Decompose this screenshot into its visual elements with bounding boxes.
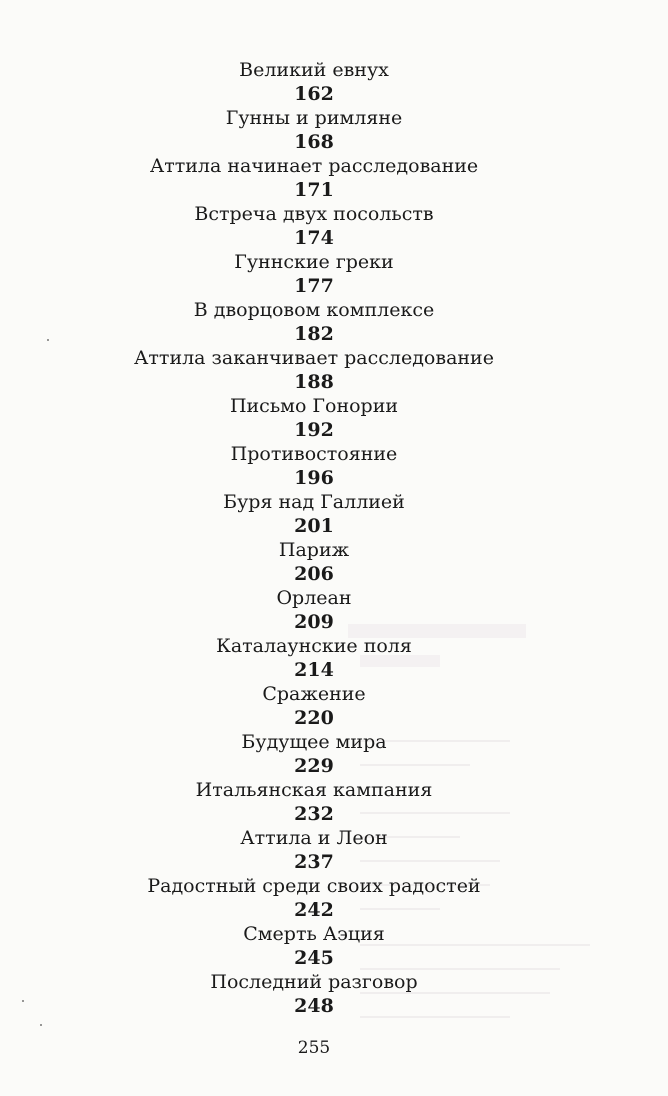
toc-entry-title: Будущее мира xyxy=(241,731,387,753)
toc-entry xyxy=(0,154,628,202)
toc-entry-page: 248 xyxy=(294,995,334,1017)
toc-entry-page: 174 xyxy=(294,227,334,249)
toc-entry-page: 188 xyxy=(294,371,334,393)
toc-entry-title: Гунны и римляне xyxy=(225,107,403,129)
toc-entry-page: 168 xyxy=(294,131,334,153)
toc-entry-title: Итальянская кампания xyxy=(195,779,433,801)
toc-entry-page: 196 xyxy=(294,467,334,489)
toc-entry xyxy=(0,202,628,250)
toc-entry-title: Каталаунские поля xyxy=(216,635,412,657)
toc-entry-title: Гуннские греки xyxy=(234,251,394,273)
toc-entry xyxy=(0,58,628,106)
toc-entry-page: 242 xyxy=(294,899,334,921)
table-of-contents xyxy=(0,58,628,1018)
toc-entry-title: Противостояние xyxy=(230,443,398,465)
toc-entry-page: 220 xyxy=(294,707,334,729)
toc-entry-title: Буря над Галлией xyxy=(223,491,405,513)
toc-entry xyxy=(0,442,628,490)
toc-entry-page: 171 xyxy=(294,179,334,201)
toc-entry-title: Последний разговор xyxy=(210,971,418,993)
toc-entry-title: Великий евнух xyxy=(239,59,389,81)
toc-entry xyxy=(0,970,628,1018)
toc-entry-title: Радостный среди своих радостей xyxy=(147,875,481,897)
toc-entry xyxy=(0,874,628,922)
toc-entry-page: 245 xyxy=(294,947,334,969)
toc-entry xyxy=(0,586,628,634)
toc-entry-page: 237 xyxy=(294,851,334,873)
toc-entry xyxy=(0,394,628,442)
paper-speck xyxy=(40,1024,42,1026)
toc-entry-title: Париж xyxy=(278,539,350,561)
toc-entry-title: Аттила начинает расследование xyxy=(149,155,479,177)
toc-entry-page: 192 xyxy=(294,419,334,441)
toc-entry-title: Аттила и Леон xyxy=(240,827,388,849)
toc-entry-page: 229 xyxy=(294,755,334,777)
toc-entry-title: Письмо Гонории xyxy=(229,395,399,417)
toc-entry xyxy=(0,346,628,394)
toc-entry xyxy=(0,298,628,346)
toc-entry-title: Встреча двух посольств xyxy=(194,203,434,225)
toc-entry-page: 232 xyxy=(294,803,334,825)
toc-entry xyxy=(0,778,628,826)
toc-entry-page: 214 xyxy=(294,659,334,681)
toc-entry-title: В дворцовом комплексе xyxy=(193,299,435,321)
toc-entry-title: Смерть Аэция xyxy=(243,923,385,945)
toc-entry-page: 162 xyxy=(294,83,334,105)
toc-entry xyxy=(0,490,628,538)
toc-entry xyxy=(0,538,628,586)
toc-entry-title: Аттила заканчивает расследование xyxy=(134,347,494,369)
toc-entry-page: 177 xyxy=(294,275,334,297)
toc-entry-title: Сражение xyxy=(262,683,366,705)
toc-entry xyxy=(0,826,628,874)
toc-entry xyxy=(0,106,628,154)
toc-entry-page: 206 xyxy=(294,563,334,585)
toc-entry-page: 182 xyxy=(294,323,334,345)
page-number: 255 xyxy=(297,1038,331,1058)
toc-entry-page: 209 xyxy=(294,611,334,633)
toc-entry xyxy=(0,250,628,298)
toc-entry-page: 201 xyxy=(294,515,334,537)
toc-entry xyxy=(0,922,628,970)
toc-entry xyxy=(0,730,628,778)
toc-entry xyxy=(0,682,628,730)
toc-entry xyxy=(0,634,628,682)
toc-entry-title: Орлеан xyxy=(276,587,352,609)
